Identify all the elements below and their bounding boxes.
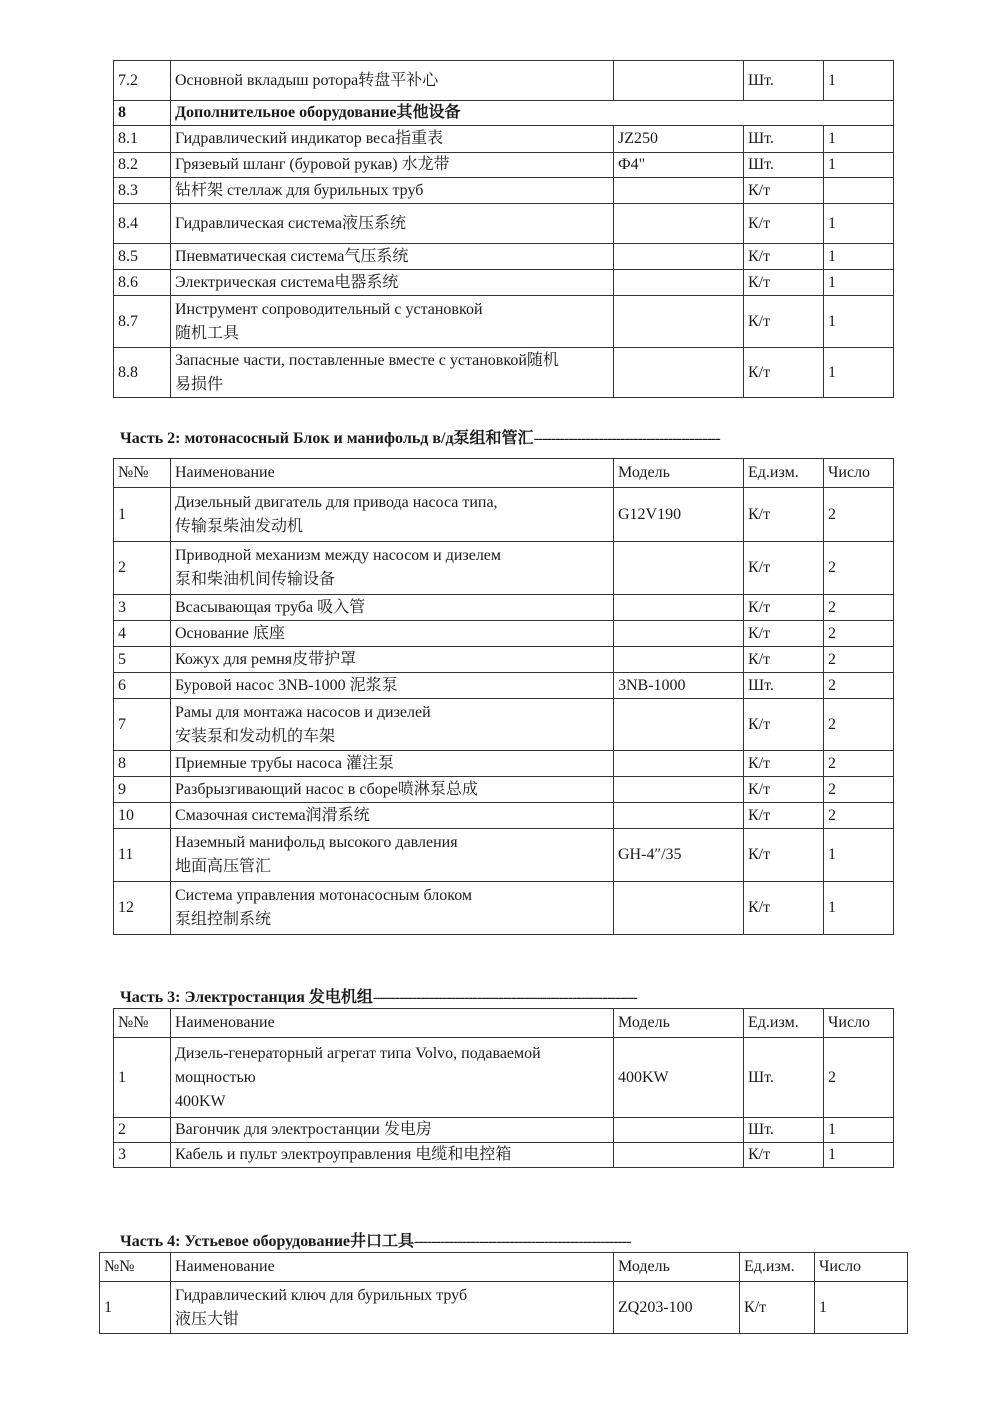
name-line: Буровой насос 3NB-1000 泥浆泵 [175,676,398,694]
cell-no: 8 [114,751,171,777]
name-line: Пневматическая система气压系统 [175,247,409,265]
cell-no: 1 [100,1282,171,1334]
header-name: Наименование [171,1253,614,1282]
cell-qty: 2 [824,542,894,595]
cell-unit: К/т [744,699,824,751]
header-model: Модель [614,459,744,488]
cell-name [171,488,614,542]
table-row [114,751,894,777]
cell-unit: К/т [744,296,824,348]
name-line: Приемные трубы насоса 灌注泵 [175,754,394,772]
cell-unit: К/т [744,829,824,882]
table-row [114,204,894,244]
cell-unit: Шт. [744,1038,824,1118]
cell-model [614,621,744,647]
table-row [114,101,894,126]
cell-name [171,270,614,296]
cell-no: 3 [114,595,171,621]
header-unit: Ед.изм. [744,459,824,488]
cell-name [171,1118,614,1143]
name-line: Кабель и пульт электроуправления 电缆和电控箱 [175,1146,512,1163]
table-row [114,1143,894,1168]
cell-name [171,153,614,178]
cell-model: G12V190 [614,488,744,542]
header-qty: Число [824,459,894,488]
cell-model: ZQ203-100 [614,1282,740,1334]
cell-unit: Шт. [744,1118,824,1143]
name-line: Гидравлический индикатор веса指重表 [175,130,444,147]
table-row [114,488,894,542]
table-row [114,595,894,621]
header-unit: Ед.изм. [740,1253,815,1282]
table-row [114,777,894,803]
cell-model [614,1118,744,1143]
table-row [114,153,894,178]
header-no: №№ [100,1253,171,1282]
name-line: Электрическая система电器系统 [175,273,399,291]
cell-no: 7.2 [114,61,171,101]
cell-qty: 1 [824,348,894,398]
name-line: 400KW [175,1092,226,1110]
name-line: мощностью [175,1068,256,1086]
name-line: 泵组控制系统 [175,911,272,928]
cell-name [171,699,614,751]
cell-name [171,61,614,101]
part4-dash-line: -------------------------------------------------- [414,1233,631,1250]
cell-model [614,803,744,829]
table-row [114,542,894,595]
cell-model [614,595,744,621]
cell-qty: 2 [824,1038,894,1118]
cell-name [171,1038,614,1118]
cell-name [171,1282,614,1334]
header-no: №№ [114,1009,171,1038]
cell-qty: 1 [824,204,894,244]
table-row [114,296,894,348]
table-row [114,647,894,673]
cell-qty: 1 [824,882,894,935]
cell-model [614,777,744,803]
cell-qty: 2 [824,647,894,673]
name-line: Система управления мотонасосным блоком [175,887,473,904]
cell-no: 11 [114,829,171,882]
header-qty: Число [815,1253,908,1282]
name-line: Разбрызгивающий насос в сборе喷淋泵总成 [175,780,478,798]
cell-unit: К/т [744,621,824,647]
cell-name [171,829,614,882]
cell-no: 8.4 [114,204,171,244]
cell-model [614,542,744,595]
cell-name [171,101,894,126]
name-line: Дизель-генераторный агрегат типа Volvo, подаваемой [175,1044,541,1062]
table-row [114,126,894,153]
cell-unit: К/т [740,1282,815,1334]
name-line: 地面高压管汇 [175,858,272,875]
name-line: Смазочная система润滑系统 [175,806,370,824]
cell-name [171,296,614,348]
name-line: Приводной механизм между насосом и дизелем [175,547,502,564]
table-row [114,244,894,270]
equipment-table-part3 [113,1008,894,1168]
cell-unit: К/т [744,270,824,296]
cell-qty: 2 [824,777,894,803]
cell-model: 3NB-1000 [614,673,744,699]
name-line: Запасные части, поставленные вместе с установкой随机 [175,351,559,369]
header-no: №№ [114,459,171,488]
cell-unit: К/т [744,751,824,777]
cell-qty: 1 [824,1118,894,1143]
cell-name [171,178,614,204]
name-line: Вагончик для электростанции 发电房 [175,1121,432,1138]
cell-qty: 2 [824,803,894,829]
cell-name [171,244,614,270]
cell-qty: 1 [824,61,894,101]
cell-unit: К/т [744,647,824,673]
cell-no: 7 [114,699,171,751]
part4-title: Часть 4: Устьевое оборудование井口工具 [120,1233,415,1250]
equipment-table-part1 [113,60,894,398]
cell-name [171,882,614,935]
cell-no: 5 [114,647,171,673]
cell-model [614,61,744,101]
cell-name [171,542,614,595]
name-line: Основной вкладыш ротора转盘平补心 [175,71,439,89]
cell-no: 2 [114,542,171,595]
cell-qty [824,178,894,204]
cell-unit: К/т [744,204,824,244]
cell-qty: 1 [824,126,894,153]
part2-heading [120,425,720,448]
cell-qty: 2 [824,488,894,542]
cell-qty: 2 [824,621,894,647]
cell-no: 3 [114,1143,171,1168]
cell-name [171,647,614,673]
table-row [114,829,894,882]
cell-unit: К/т [744,178,824,204]
cell-qty: 2 [824,699,894,751]
cell-no: 8.3 [114,178,171,204]
name-line: 传输泵柴油发动机 [175,517,304,535]
table-row [100,1282,908,1334]
equipment-table-part2 [113,458,894,935]
cell-qty: 2 [824,595,894,621]
name-line: Рамы для монтажа насосов и дизелей [175,703,431,721]
cell-model [614,348,744,398]
cell-qty: 1 [824,244,894,270]
cell-model [614,1143,744,1168]
cell-qty: 2 [824,673,894,699]
name-line: 随机工具 [175,324,240,342]
cell-model [614,699,744,751]
cell-qty: 1 [824,829,894,882]
cell-no: 8.8 [114,348,171,398]
header-unit: Ед.изм. [744,1009,824,1038]
cell-model [614,882,744,935]
name-line: Грязевый шланг (буровой рукав) 水龙带 [175,156,450,173]
cell-no: 2 [114,1118,171,1143]
table-header-row [114,459,894,488]
cell-unit: К/т [744,777,824,803]
cell-name [171,621,614,647]
cell-unit: К/т [744,348,824,398]
name-line: Гидравлический ключ для бурильных труб [175,1286,468,1304]
cell-no: 8 [114,101,171,126]
name-line: Всасывающая труба 吸入管 [175,598,366,616]
cell-unit: К/т [744,882,824,935]
cell-unit: К/т [744,803,824,829]
cell-no: 9 [114,777,171,803]
name-line: Наземный манифольд высокого давления [175,834,458,851]
cell-no: 1 [114,488,171,542]
cell-name [171,803,614,829]
cell-qty: 1 [824,296,894,348]
name-line: Дополнительное оборудование其他设备 [175,104,461,121]
header-model: Модель [614,1009,744,1038]
name-line: 易损件 [175,375,224,393]
table-row [114,270,894,296]
cell-unit: Шт. [744,673,824,699]
cell-model [614,296,744,348]
cell-unit: Шт. [744,126,824,153]
table-row [114,621,894,647]
cell-qty: 1 [824,1143,894,1168]
cell-no: 10 [114,803,171,829]
cell-name [171,348,614,398]
name-line: 安装泵和发动机的车架 [175,727,336,745]
cell-model: JZ250 [614,126,744,153]
table-row [114,1118,894,1143]
cell-qty: 1 [824,270,894,296]
name-line: 泵和柴油机间传输设备 [175,571,336,588]
cell-no: 8.6 [114,270,171,296]
cell-name [171,204,614,244]
cell-unit: К/т [744,1143,824,1168]
name-line: 液压大钳 [175,1310,240,1328]
header-model: Модель [614,1253,740,1282]
part3-dash-line: ------------------------------------------------------------- [372,989,637,1006]
table-row [114,673,894,699]
cell-unit: К/т [744,488,824,542]
table-header-row [100,1253,908,1282]
cell-no: 8.2 [114,153,171,178]
cell-no: 12 [114,882,171,935]
table-row [114,803,894,829]
cell-unit: К/т [744,244,824,270]
cell-name [171,777,614,803]
cell-model [614,178,744,204]
cell-model [614,244,744,270]
equipment-table-part4 [99,1252,908,1334]
cell-no: 8.5 [114,244,171,270]
cell-qty: 1 [824,153,894,178]
table-row [114,178,894,204]
name-line: Кожух для ремня皮带护罩 [175,650,357,668]
cell-unit: Шт. [744,153,824,178]
cell-name [171,751,614,777]
table-row [114,882,894,935]
part2-title: Часть 2: мотонасосный Блок и манифольд в/д泵组和管汇 [120,430,534,447]
cell-qty: 2 [824,751,894,777]
part4-heading [120,1228,630,1251]
cell-name [171,673,614,699]
header-qty: Число [824,1009,894,1038]
cell-model [614,647,744,673]
table-row [114,348,894,398]
cell-model [614,751,744,777]
cell-name [171,1143,614,1168]
cell-unit: Шт. [744,61,824,101]
table-row [114,61,894,101]
cell-unit: К/т [744,595,824,621]
header-name: Наименование [171,459,614,488]
cell-model [614,270,744,296]
part3-heading [120,984,637,1007]
cell-unit: К/т [744,542,824,595]
cell-qty: 1 [815,1282,908,1334]
cell-no: 4 [114,621,171,647]
header-name: Наименование [171,1009,614,1038]
cell-model: Ф4" [614,153,744,178]
cell-no: 6 [114,673,171,699]
name-line: Гидравлическая система液压系统 [175,214,406,232]
cell-name [171,595,614,621]
name-line: Инструмент сопроводительный с установкой [175,300,483,318]
name-line: Основание 底座 [175,624,285,642]
cell-no: 1 [114,1038,171,1118]
cell-model [614,204,744,244]
table-header-row [114,1009,894,1038]
part3-title: Часть 3: Электростанция 发电机组 [120,989,373,1006]
table-row [114,699,894,751]
name-line: Дизельный двигатель для привода насоса типа, [175,493,498,511]
cell-no: 8.7 [114,296,171,348]
cell-no: 8.1 [114,126,171,153]
table-row [114,1038,894,1118]
cell-model: GH-4″/35 [614,829,744,882]
cell-name [171,126,614,153]
part2-dash-line: ------------------------------------------- [533,430,720,447]
cell-model: 400KW [614,1038,744,1118]
name-line: 钻杆架 стеллаж для бурильных труб [175,181,424,199]
